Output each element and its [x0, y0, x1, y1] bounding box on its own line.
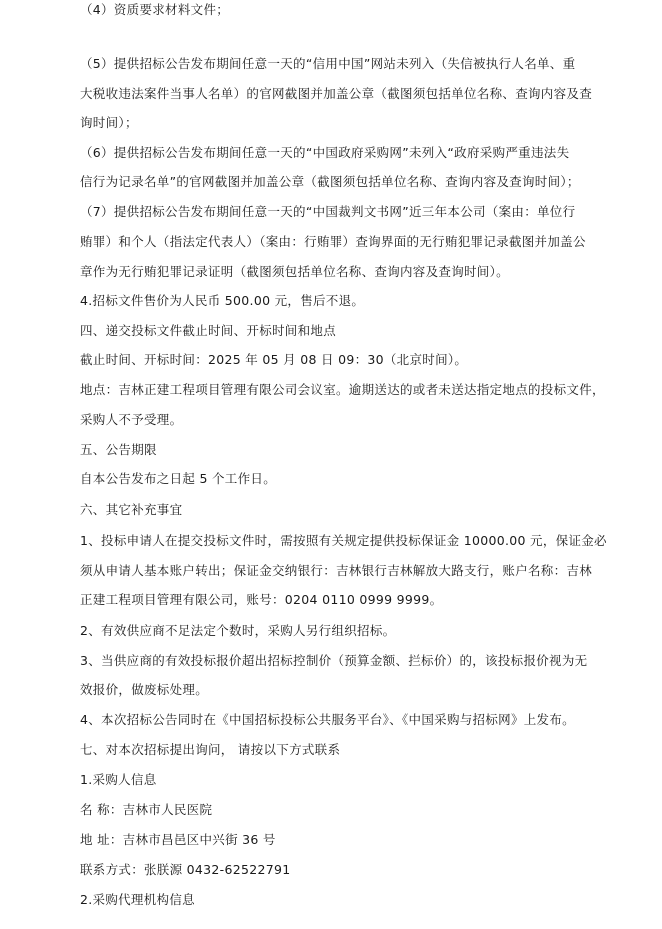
text-line: 询时间）；: [80, 115, 138, 130]
contact-address: 地 址：吉林市昌邑区中兴街 36 号: [80, 832, 276, 847]
section-heading: 五、公告期限: [80, 442, 157, 457]
text-line: 地点：吉林正建工程项目管理有限公司会议室。逾期送达的或者未送达指定地点的投标文件，: [80, 382, 605, 397]
text-line: 2、有效供应商不足法定个数时，采购人另行组织招标。: [80, 623, 396, 638]
text-line: 自本公告发布之日起 5 个工作日。: [80, 471, 277, 486]
text-line: 正建工程项目管理有限公司，账号：0204 0110 0999 9999。: [80, 592, 443, 607]
text-line: 贿罪）和个人（指法定代表人）（案由：行贿罪）查询界面的无行贿犯罪记录截图并加盖公: [80, 234, 586, 249]
text-line: 截止时间、开标时间：2025 年 05 月 08 日 09：30（北京时间）。: [80, 352, 468, 367]
section-heading: 七、对本次招标提出询问， 请按以下方式联系: [80, 742, 341, 757]
text-line: 信行为记录名单”的官网截图并加盖公章（截图须包括单位名称、查询内容及查询时间）；: [80, 174, 580, 189]
text-line: 3、当供应商的有效投标报价超出招标控制价（预算金额、拦标价）的，该投标报价视为无: [80, 653, 588, 668]
text-line: 章作为无行贿犯罪记录证明（截图须包括单位名称、查询内容及查询时间）。: [80, 264, 509, 279]
section-heading: 四、递交投标文件截止时间、开标时间和地点: [80, 323, 337, 338]
text-line: 4.招标文件售价为人民币 500.00 元，售后不退。: [80, 293, 365, 308]
subsection-heading: 2.采购代理机构信息: [80, 892, 195, 907]
text-line: 采购人不予受理。: [80, 412, 183, 427]
text-line: （6）提供招标公告发布期间任意一天的“中国政府采购网”未列入“政府采购严重违法失: [80, 145, 570, 160]
contact-name: 名 称：吉林市人民医院: [80, 802, 213, 817]
text-line: 效报价，做废标处理。: [80, 682, 209, 697]
section-heading: 六、其它补充事宜: [80, 502, 183, 517]
contact-phone: 联系方式：张朕源 0432-62522791: [80, 862, 291, 877]
text-line: （7）提供招标公告发布期间任意一天的“中国裁判文书网”近三年本公司（案由：单位行: [80, 204, 576, 219]
text-line: （4）资质要求材料文件；: [80, 2, 230, 17]
subsection-heading: 1.采购人信息: [80, 772, 157, 787]
text-line: 大税收违法案件当事人名单）的官网截图并加盖公章（截图须包括单位名称、查询内容及查: [80, 86, 593, 101]
text-line: （5）提供招标公告发布期间任意一天的“信用中国”网站未列入（失信被执行人名单、重: [80, 56, 576, 71]
text-line: 4、本次招标公告同时在《中国招标投标公共服务平台》、《中国采购与招标网》上发布。: [80, 712, 575, 727]
text-line: 1、投标申请人在提交投标文件时，需按照有关规定提供投标保证金 10000.00 元，保证金必: [80, 533, 607, 548]
text-line: 须从申请人基本账户转出；保证金交纳银行：吉林银行吉林解放大路支行，账户名称：吉林: [80, 563, 593, 578]
